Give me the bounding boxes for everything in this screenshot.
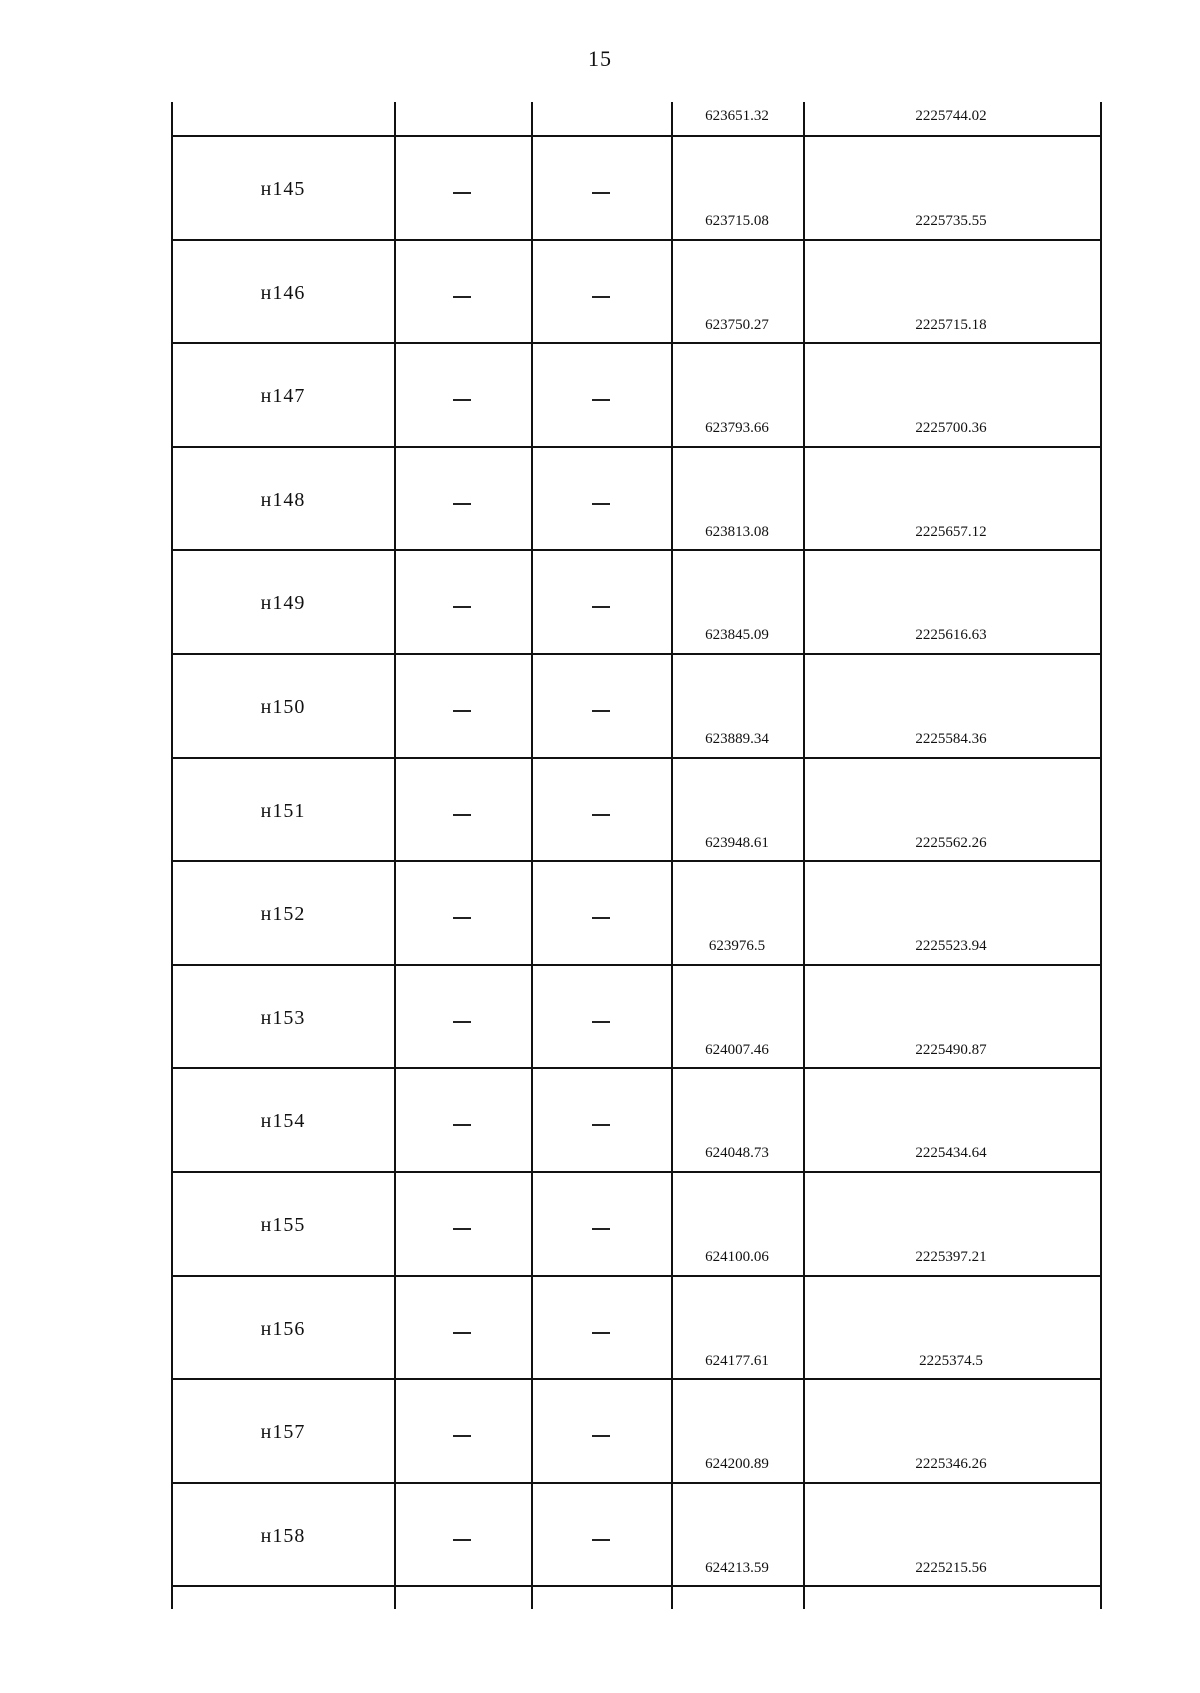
coordinate-x: 623845.09 — [705, 627, 769, 643]
coordinate-x: 623793.66 — [705, 420, 769, 436]
dash-placeholder — [592, 1539, 610, 1541]
point-label: н147 — [260, 385, 306, 407]
point-label: н149 — [260, 592, 306, 614]
dash-placeholder — [592, 814, 610, 816]
coordinate-y: 2225434.64 — [915, 1145, 987, 1161]
coordinate-x: 623813.08 — [705, 524, 769, 540]
dash-placeholder — [592, 1435, 610, 1437]
dash-placeholder — [592, 917, 610, 919]
coordinate-y: 2225657.12 — [915, 524, 987, 540]
dash-placeholder — [453, 1332, 471, 1334]
dash-placeholder — [592, 399, 610, 401]
dash-placeholder — [453, 192, 471, 194]
dash-placeholder — [592, 606, 610, 608]
dash-placeholder — [453, 399, 471, 401]
coordinate-y: 2225616.63 — [915, 627, 987, 643]
dash-placeholder — [592, 1124, 610, 1126]
dash-placeholder — [592, 1021, 610, 1023]
dash-placeholder — [453, 1435, 471, 1437]
coordinate-y: 2225744.02 — [915, 108, 987, 124]
coordinate-x: 623889.34 — [705, 731, 769, 747]
point-label: н154 — [260, 1110, 306, 1132]
dash-placeholder — [592, 1228, 610, 1230]
coordinate-y: 2225523.94 — [915, 938, 987, 954]
coordinate-y: 2225715.18 — [915, 317, 987, 333]
point-label: н148 — [260, 489, 306, 511]
point-label: н153 — [260, 1007, 306, 1029]
point-label: н158 — [260, 1525, 306, 1547]
coordinate-x: 623976.5 — [708, 938, 766, 954]
dash-placeholder — [453, 1021, 471, 1023]
coordinate-x: 624100.06 — [705, 1249, 769, 1265]
coordinate-y: 2225584.36 — [915, 731, 987, 747]
coordinate-y: 2225215.56 — [915, 1560, 987, 1576]
dash-placeholder — [453, 1539, 471, 1541]
coordinate-x: 623948.61 — [705, 835, 769, 851]
dash-placeholder — [453, 1228, 471, 1230]
dash-placeholder — [592, 296, 610, 298]
coordinate-y: 2225346.26 — [915, 1456, 987, 1472]
point-label: н152 — [260, 903, 306, 925]
point-label: н146 — [260, 282, 306, 304]
dash-placeholder — [592, 192, 610, 194]
dash-placeholder — [592, 1332, 610, 1334]
coordinate-x: 624048.73 — [705, 1145, 769, 1161]
coordinate-x: 623750.27 — [705, 317, 769, 333]
coordinate-y: 2225562.26 — [915, 835, 987, 851]
dash-placeholder — [592, 503, 610, 505]
coordinate-y: 2225735.55 — [915, 213, 987, 229]
coordinate-x: 623651.32 — [705, 108, 769, 124]
coordinate-x: 624213.59 — [705, 1560, 769, 1576]
dash-placeholder — [453, 296, 471, 298]
coordinate-y: 2225397.21 — [915, 1249, 987, 1265]
dash-placeholder — [592, 710, 610, 712]
coordinate-y: 2225700.36 — [915, 420, 987, 436]
coordinate-y: 2225490.87 — [915, 1042, 987, 1058]
point-label: н155 — [260, 1214, 306, 1236]
point-label: н157 — [260, 1421, 306, 1443]
coordinate-x: 624200.89 — [705, 1456, 769, 1472]
coordinates-table — [171, 102, 1101, 1609]
point-label: н145 — [260, 178, 306, 200]
coordinate-y: 2225374.5 — [919, 1353, 983, 1369]
dash-placeholder — [453, 814, 471, 816]
point-label: н150 — [260, 696, 306, 718]
page-number: 15 — [588, 46, 612, 71]
coordinate-x: 624007.46 — [705, 1042, 769, 1058]
dash-placeholder — [453, 917, 471, 919]
coordinate-x: 624177.61 — [705, 1353, 769, 1369]
coordinate-x: 623715.08 — [705, 213, 769, 229]
dash-placeholder — [453, 710, 471, 712]
dash-placeholder — [453, 1124, 471, 1126]
dash-placeholder — [453, 606, 471, 608]
point-label: н156 — [260, 1318, 306, 1340]
dash-placeholder — [453, 503, 471, 505]
point-label: н151 — [260, 800, 306, 822]
